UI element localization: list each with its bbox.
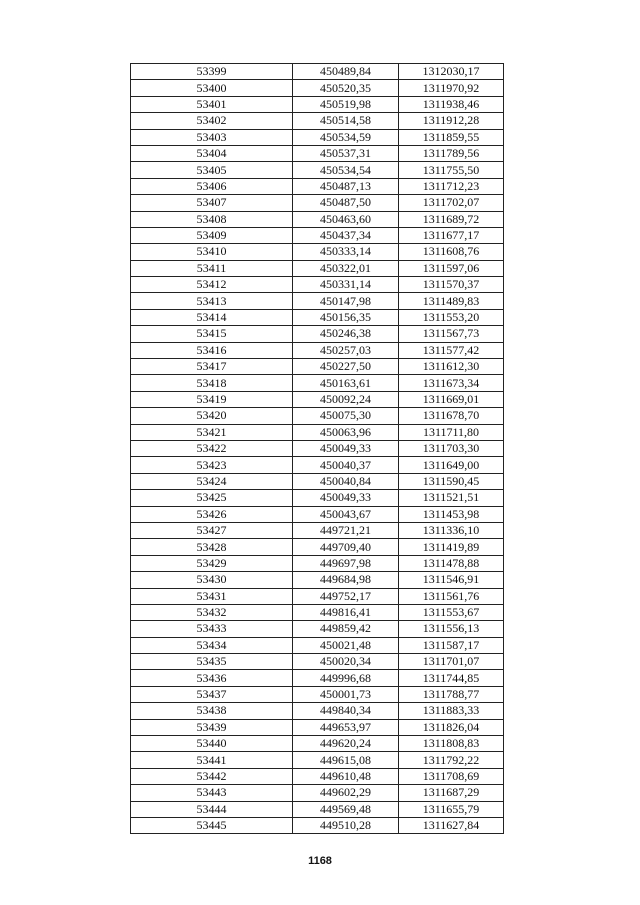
table-row xyxy=(131,309,504,325)
y-coordinate-cell: 1311673,34 xyxy=(399,375,504,391)
table-row xyxy=(131,227,504,243)
point-number-cell: 53426 xyxy=(131,506,293,522)
point-number-cell: 53428 xyxy=(131,539,293,555)
y-coordinate-cell: 1311627,84 xyxy=(399,817,504,833)
y-coordinate-cell: 1311711,80 xyxy=(399,424,504,440)
x-coordinate-cell: 450333,14 xyxy=(293,244,399,260)
point-number-cell: 53408 xyxy=(131,211,293,227)
x-coordinate-cell: 450163,61 xyxy=(293,375,399,391)
x-coordinate-cell: 449684,98 xyxy=(293,572,399,588)
table-row xyxy=(131,260,504,276)
x-coordinate-cell: 450537,31 xyxy=(293,145,399,161)
y-coordinate-cell: 1311702,07 xyxy=(399,195,504,211)
point-number-cell: 53445 xyxy=(131,817,293,833)
table-row xyxy=(131,473,504,489)
y-coordinate-cell: 1311912,28 xyxy=(399,113,504,129)
table-row xyxy=(131,686,504,702)
table-row xyxy=(131,195,504,211)
y-coordinate-cell: 1311577,42 xyxy=(399,342,504,358)
table-row xyxy=(131,637,504,653)
table-row xyxy=(131,145,504,161)
x-coordinate-cell: 450049,33 xyxy=(293,440,399,456)
x-coordinate-cell: 450092,24 xyxy=(293,391,399,407)
table-row xyxy=(131,244,504,260)
x-coordinate-cell: 449816,41 xyxy=(293,604,399,620)
table-row xyxy=(131,604,504,620)
table-row xyxy=(131,670,504,686)
table-row xyxy=(131,490,504,506)
y-coordinate-cell: 1311755,50 xyxy=(399,162,504,178)
y-coordinate-cell: 1311826,04 xyxy=(399,719,504,735)
y-coordinate-cell: 1311708,69 xyxy=(399,768,504,784)
table-row xyxy=(131,375,504,391)
point-number-cell: 53406 xyxy=(131,178,293,194)
table-row xyxy=(131,752,504,768)
point-number-cell: 53409 xyxy=(131,227,293,243)
point-number-cell: 53438 xyxy=(131,703,293,719)
x-coordinate-cell: 450514,58 xyxy=(293,113,399,129)
y-coordinate-cell: 1311521,51 xyxy=(399,490,504,506)
table-row xyxy=(131,719,504,735)
x-coordinate-cell: 450063,96 xyxy=(293,424,399,440)
y-coordinate-cell: 1311712,23 xyxy=(399,178,504,194)
coordinates-table-body xyxy=(131,64,504,834)
y-coordinate-cell: 1311701,07 xyxy=(399,654,504,670)
y-coordinate-cell: 1311655,79 xyxy=(399,801,504,817)
y-coordinate-cell: 1311808,83 xyxy=(399,736,504,752)
table-row xyxy=(131,391,504,407)
y-coordinate-cell: 1311419,89 xyxy=(399,539,504,555)
x-coordinate-cell: 450043,67 xyxy=(293,506,399,522)
point-number-cell: 53416 xyxy=(131,342,293,358)
x-coordinate-cell: 449840,34 xyxy=(293,703,399,719)
table-row xyxy=(131,522,504,538)
point-number-cell: 53434 xyxy=(131,637,293,653)
point-number-cell: 53422 xyxy=(131,440,293,456)
point-number-cell: 53400 xyxy=(131,80,293,96)
table-row xyxy=(131,572,504,588)
x-coordinate-cell: 449620,24 xyxy=(293,736,399,752)
y-coordinate-cell: 1311489,83 xyxy=(399,293,504,309)
table-row xyxy=(131,80,504,96)
y-coordinate-cell: 1311687,29 xyxy=(399,785,504,801)
x-coordinate-cell: 450257,03 xyxy=(293,342,399,358)
y-coordinate-cell: 1311612,30 xyxy=(399,359,504,375)
point-number-cell: 53413 xyxy=(131,293,293,309)
page-number: 1168 xyxy=(308,855,332,867)
y-coordinate-cell: 1311689,72 xyxy=(399,211,504,227)
x-coordinate-cell: 449653,97 xyxy=(293,719,399,735)
point-number-cell: 53431 xyxy=(131,588,293,604)
point-number-cell: 53411 xyxy=(131,260,293,276)
table-row xyxy=(131,457,504,473)
point-number-cell: 53427 xyxy=(131,522,293,538)
y-coordinate-cell: 1311970,92 xyxy=(399,80,504,96)
point-number-cell: 53402 xyxy=(131,113,293,129)
table-row xyxy=(131,178,504,194)
table-row xyxy=(131,424,504,440)
point-number-cell: 53430 xyxy=(131,572,293,588)
point-number-cell: 53443 xyxy=(131,785,293,801)
point-number-cell: 53404 xyxy=(131,145,293,161)
x-coordinate-cell: 450331,14 xyxy=(293,277,399,293)
x-coordinate-cell: 450487,50 xyxy=(293,195,399,211)
x-coordinate-cell: 450463,60 xyxy=(293,211,399,227)
table-row xyxy=(131,588,504,604)
table-row xyxy=(131,211,504,227)
point-number-cell: 53401 xyxy=(131,96,293,112)
x-coordinate-cell: 450049,33 xyxy=(293,490,399,506)
coordinates-table xyxy=(130,63,504,834)
point-number-cell: 53424 xyxy=(131,473,293,489)
y-coordinate-cell: 1311703,30 xyxy=(399,440,504,456)
y-coordinate-cell: 1311789,56 xyxy=(399,145,504,161)
x-coordinate-cell: 450246,38 xyxy=(293,326,399,342)
x-coordinate-cell: 450001,73 xyxy=(293,686,399,702)
point-number-cell: 53441 xyxy=(131,752,293,768)
x-coordinate-cell: 449510,28 xyxy=(293,817,399,833)
x-coordinate-cell: 450534,59 xyxy=(293,129,399,145)
x-coordinate-cell: 450227,50 xyxy=(293,359,399,375)
table-row xyxy=(131,768,504,784)
y-coordinate-cell: 1311678,70 xyxy=(399,408,504,424)
table-row xyxy=(131,654,504,670)
table-row xyxy=(131,539,504,555)
y-coordinate-cell: 1311556,13 xyxy=(399,621,504,637)
x-coordinate-cell: 449859,42 xyxy=(293,621,399,637)
x-coordinate-cell: 450020,34 xyxy=(293,654,399,670)
x-coordinate-cell: 450147,98 xyxy=(293,293,399,309)
table-row xyxy=(131,801,504,817)
y-coordinate-cell: 1311669,01 xyxy=(399,391,504,407)
table-row xyxy=(131,293,504,309)
y-coordinate-cell: 1312030,17 xyxy=(399,64,504,80)
y-coordinate-cell: 1311553,67 xyxy=(399,604,504,620)
x-coordinate-cell: 450075,30 xyxy=(293,408,399,424)
table-row xyxy=(131,162,504,178)
table-row xyxy=(131,440,504,456)
x-coordinate-cell: 449721,21 xyxy=(293,522,399,538)
x-coordinate-cell: 449996,68 xyxy=(293,670,399,686)
point-number-cell: 53440 xyxy=(131,736,293,752)
x-coordinate-cell: 450534,54 xyxy=(293,162,399,178)
x-coordinate-cell: 449602,29 xyxy=(293,785,399,801)
table-row xyxy=(131,506,504,522)
y-coordinate-cell: 1311590,45 xyxy=(399,473,504,489)
y-coordinate-cell: 1311597,06 xyxy=(399,260,504,276)
table-row xyxy=(131,817,504,833)
point-number-cell: 53420 xyxy=(131,408,293,424)
y-coordinate-cell: 1311561,76 xyxy=(399,588,504,604)
point-number-cell: 53418 xyxy=(131,375,293,391)
point-number-cell: 53433 xyxy=(131,621,293,637)
point-number-cell: 53436 xyxy=(131,670,293,686)
y-coordinate-cell: 1311792,22 xyxy=(399,752,504,768)
x-coordinate-cell: 450021,48 xyxy=(293,637,399,653)
y-coordinate-cell: 1311570,37 xyxy=(399,277,504,293)
y-coordinate-cell: 1311478,88 xyxy=(399,555,504,571)
point-number-cell: 53439 xyxy=(131,719,293,735)
point-number-cell: 53444 xyxy=(131,801,293,817)
point-number-cell: 53442 xyxy=(131,768,293,784)
x-coordinate-cell: 449610,48 xyxy=(293,768,399,784)
point-number-cell: 53417 xyxy=(131,359,293,375)
point-number-cell: 53414 xyxy=(131,309,293,325)
x-coordinate-cell: 450040,37 xyxy=(293,457,399,473)
table-row xyxy=(131,785,504,801)
x-coordinate-cell: 450520,35 xyxy=(293,80,399,96)
x-coordinate-cell: 450489,84 xyxy=(293,64,399,80)
y-coordinate-cell: 1311546,91 xyxy=(399,572,504,588)
x-coordinate-cell: 450156,35 xyxy=(293,309,399,325)
table-row xyxy=(131,408,504,424)
x-coordinate-cell: 450519,98 xyxy=(293,96,399,112)
y-coordinate-cell: 1311859,55 xyxy=(399,129,504,145)
point-number-cell: 53419 xyxy=(131,391,293,407)
point-number-cell: 53429 xyxy=(131,555,293,571)
point-number-cell: 53412 xyxy=(131,277,293,293)
y-coordinate-cell: 1311649,00 xyxy=(399,457,504,473)
table-row xyxy=(131,359,504,375)
x-coordinate-cell: 449569,48 xyxy=(293,801,399,817)
y-coordinate-cell: 1311744,85 xyxy=(399,670,504,686)
y-coordinate-cell: 1311608,76 xyxy=(399,244,504,260)
y-coordinate-cell: 1311453,98 xyxy=(399,506,504,522)
point-number-cell: 53405 xyxy=(131,162,293,178)
point-number-cell: 53425 xyxy=(131,490,293,506)
y-coordinate-cell: 1311567,73 xyxy=(399,326,504,342)
table-row xyxy=(131,326,504,342)
table-row xyxy=(131,555,504,571)
x-coordinate-cell: 450040,84 xyxy=(293,473,399,489)
y-coordinate-cell: 1311336,10 xyxy=(399,522,504,538)
point-number-cell: 53410 xyxy=(131,244,293,260)
table-row xyxy=(131,277,504,293)
table-row xyxy=(131,64,504,80)
point-number-cell: 53421 xyxy=(131,424,293,440)
table-row xyxy=(131,703,504,719)
x-coordinate-cell: 449615,08 xyxy=(293,752,399,768)
y-coordinate-cell: 1311883,33 xyxy=(399,703,504,719)
point-number-cell: 53437 xyxy=(131,686,293,702)
point-number-cell: 53435 xyxy=(131,654,293,670)
point-number-cell: 53399 xyxy=(131,64,293,80)
point-number-cell: 53403 xyxy=(131,129,293,145)
y-coordinate-cell: 1311587,17 xyxy=(399,637,504,653)
point-number-cell: 53415 xyxy=(131,326,293,342)
point-number-cell: 53423 xyxy=(131,457,293,473)
table-row xyxy=(131,342,504,358)
y-coordinate-cell: 1311677,17 xyxy=(399,227,504,243)
table-row xyxy=(131,621,504,637)
table-row xyxy=(131,113,504,129)
table-row xyxy=(131,736,504,752)
point-number-cell: 53407 xyxy=(131,195,293,211)
x-coordinate-cell: 449752,17 xyxy=(293,588,399,604)
table-row xyxy=(131,96,504,112)
y-coordinate-cell: 1311553,20 xyxy=(399,309,504,325)
x-coordinate-cell: 450487,13 xyxy=(293,178,399,194)
point-number-cell: 53432 xyxy=(131,604,293,620)
x-coordinate-cell: 450322,01 xyxy=(293,260,399,276)
x-coordinate-cell: 449697,98 xyxy=(293,555,399,571)
table-row xyxy=(131,129,504,145)
y-coordinate-cell: 1311938,46 xyxy=(399,96,504,112)
x-coordinate-cell: 449709,40 xyxy=(293,539,399,555)
x-coordinate-cell: 450437,34 xyxy=(293,227,399,243)
y-coordinate-cell: 1311788,77 xyxy=(399,686,504,702)
